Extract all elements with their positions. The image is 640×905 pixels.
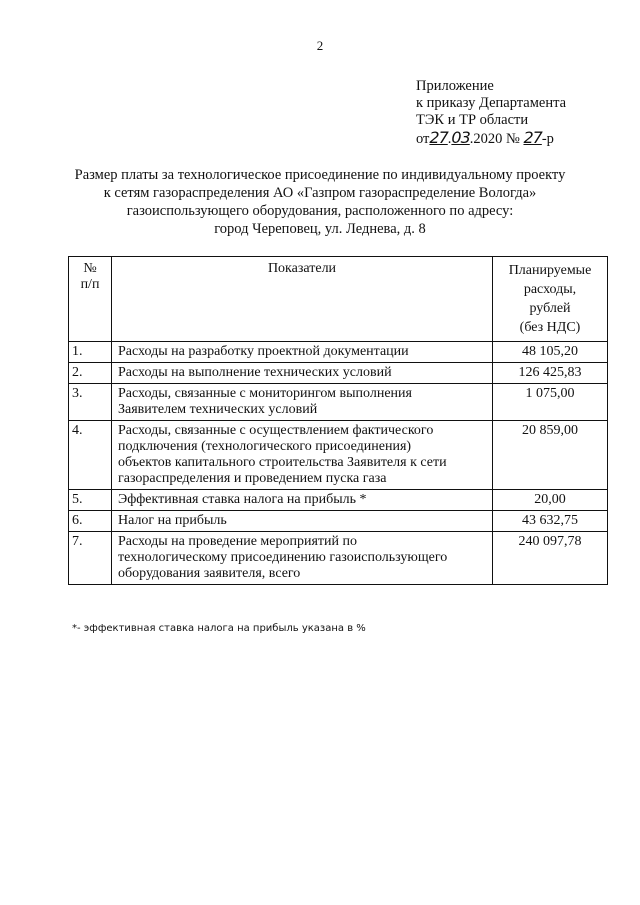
header-number-line: № bbox=[83, 261, 97, 276]
footnote: *- эффективная ставка налога на прибыль указана в % bbox=[72, 623, 366, 634]
row-planned-cost: 240 097,78 bbox=[493, 532, 608, 585]
header-cost-line: расходы, bbox=[523, 282, 577, 297]
handwritten-order-number: 27 bbox=[523, 128, 542, 147]
title-line: газоиспользующего оборудования, расположенного по адресу: bbox=[126, 203, 514, 219]
indicator-line: Расходы, связанные с осуществлением фактического bbox=[118, 423, 434, 438]
indicator-line: Эффективная ставка налога на прибыль * bbox=[118, 492, 367, 507]
table-row bbox=[69, 384, 608, 421]
row-number: 6. bbox=[69, 511, 112, 532]
row-planned-cost: 20,00 bbox=[493, 490, 608, 511]
header-indicator: Показатели bbox=[112, 257, 493, 342]
page-number: 2 bbox=[316, 38, 324, 53]
indicator-line: технологическому присоединению газоиспользующего bbox=[118, 550, 448, 565]
indicator-line: Расходы на выполнение технических условий bbox=[118, 365, 392, 380]
row-indicator bbox=[112, 490, 493, 511]
row-planned-cost: 43 632,75 bbox=[493, 511, 608, 532]
indicator-line: Заявителем технических условий bbox=[118, 402, 318, 417]
handwritten-day: 27 bbox=[429, 128, 448, 147]
year-and-number-sign: .2020 № bbox=[469, 131, 520, 147]
row-planned-cost: 126 425,83 bbox=[493, 363, 608, 384]
document-title bbox=[60, 166, 580, 238]
handwritten-month: 03 bbox=[451, 128, 470, 147]
row-planned-cost: 20 859,00 bbox=[493, 421, 608, 490]
title-line: к сетям газораспределения АО «Газпром газораспределение Вологда» bbox=[103, 185, 537, 201]
row-indicator bbox=[112, 511, 493, 532]
order-suffix: -р bbox=[541, 131, 554, 147]
annex-line: ТЭК и ТР области bbox=[416, 112, 529, 128]
row-indicator bbox=[112, 384, 493, 421]
header-number bbox=[69, 257, 112, 342]
row-indicator bbox=[112, 532, 493, 585]
row-number: 2. bbox=[69, 363, 112, 384]
table-row bbox=[69, 532, 608, 585]
row-planned-cost: 1 075,00 bbox=[493, 384, 608, 421]
indicator-line: Налог на прибыль bbox=[118, 513, 227, 528]
annex-line: Приложение bbox=[416, 78, 494, 94]
annex-line: к приказу Департамента bbox=[416, 95, 567, 111]
indicator-line: оборудования заявителя, всего bbox=[118, 566, 301, 581]
table-row bbox=[69, 490, 608, 511]
header-cost-line: (без НДС) bbox=[519, 320, 581, 335]
indicator-line: объектов капитального строительства Заявителя к сети bbox=[118, 455, 447, 470]
indicator-line: подключения (технологического присоединения) bbox=[118, 439, 412, 454]
title-line: Размер платы за технологическое присоединение по индивидуальному проекту bbox=[74, 167, 566, 183]
table-row bbox=[69, 421, 608, 490]
row-indicator bbox=[112, 342, 493, 363]
table-row bbox=[69, 342, 608, 363]
table-row bbox=[69, 511, 608, 532]
date-separator: . bbox=[447, 131, 452, 147]
header-planned-costs bbox=[493, 257, 608, 342]
row-number: 3. bbox=[69, 384, 112, 421]
indicator-line: Расходы на разработку проектной документации bbox=[118, 344, 409, 359]
header-cost-line: рублей bbox=[529, 301, 571, 316]
table-row bbox=[69, 363, 608, 384]
table-header-row bbox=[69, 257, 608, 342]
header-number-line: п/п bbox=[80, 277, 100, 292]
date-prefix: от bbox=[416, 131, 430, 147]
header-cost-line: Планируемые bbox=[508, 263, 592, 278]
row-number: 7. bbox=[69, 532, 112, 585]
row-indicator bbox=[112, 421, 493, 490]
annex-header bbox=[416, 78, 566, 148]
charges-table bbox=[68, 256, 608, 585]
annex-date-line bbox=[416, 129, 566, 148]
title-line: город Череповец, ул. Леднева, д. 8 bbox=[214, 221, 426, 237]
indicator-line: Расходы, связанные с мониторингом выполнения bbox=[118, 386, 412, 401]
indicator-line: газораспределения и проведением пуска газа bbox=[118, 471, 387, 486]
row-indicator bbox=[112, 363, 493, 384]
row-number: 4. bbox=[69, 421, 112, 490]
row-number: 1. bbox=[69, 342, 112, 363]
row-number: 5. bbox=[69, 490, 112, 511]
indicator-line: Расходы на проведение мероприятий по bbox=[118, 534, 358, 549]
row-planned-cost: 48 105,20 bbox=[493, 342, 608, 363]
